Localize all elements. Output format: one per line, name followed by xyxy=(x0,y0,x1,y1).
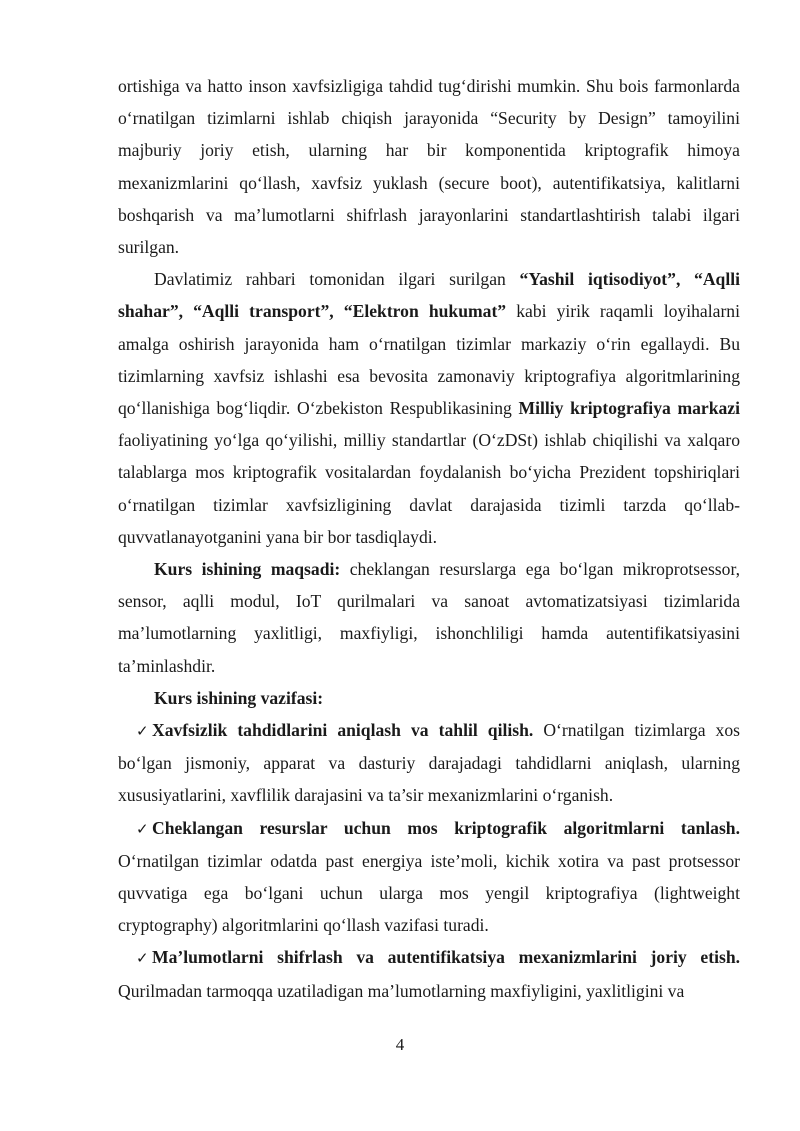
task-title: Xavfsizlik tahdidlarini aniqlash va tahlil qilish. xyxy=(152,720,534,741)
task-title: Ma’lumotlarni shifrlash va autentifikatsiya mexanizmlarini joriy etish. xyxy=(152,947,740,968)
goal-text: cheklangan resurslarga ega bo‘lgan mikroprotsessor, sensor, aqlli modul, IoT qurilmalari va sanoat avtomatizatsiyasi tizimlarida ma’lumotlarning yaxlitligi, maxfiyligi, ishonchliligi hamda autentifikatsiyasini ta’minlashdir. xyxy=(118,559,740,676)
checkmark-icon: ✓ xyxy=(136,722,149,741)
paragraph-text: faoliyatining yo‘lga qo‘yilishi, milliy standartlar (O‘zDSt) ishlab chiqilishi va xalqaro talablarga mos kriptografik vositalardan foydalanish bo‘yicha Prezident topshiriqlari o‘rnatilgan tizimlar xavfsizligining davlat darajasida tizimli tarzda qo‘llab-quvvatlanayotganini yana bir bor tasdiqlaydi. xyxy=(118,430,740,547)
goal-heading: Kurs ishining maqsadi: xyxy=(154,559,341,580)
paragraph-text: Davlatimiz rahbari tomonidan ilgari surilgan xyxy=(154,269,520,290)
task-title: Cheklangan resurslar uchun mos kriptografik algoritmlarni tanlash. xyxy=(152,817,740,838)
task-item xyxy=(118,941,740,1006)
paragraph-projects xyxy=(118,263,740,553)
tasks-heading: Kurs ishining vazifasi: xyxy=(154,687,324,708)
task-item xyxy=(118,714,740,812)
paragraph-continuation: ortishiga va hatto inson xavfsizligiga tahdid tug‘dirishi mumkin. Shu bois farmonlarda o‘rnatilgan tizimlarni ishlab chiqish jarayonida “Security by Design” tamoyilini majburiy joriy etish, ularning har bir komponentida kriptografik himoya mexanizmlarini qo‘llash, xavfsiz yuklash (secure boot), autentifikatsiya, kalitlarni boshqarish va ma’lumotlarni shifrlash jarayonlarini standartlashtirish talabi ilgari surilgan. xyxy=(118,76,740,258)
paragraph-goal xyxy=(118,553,740,682)
task-text: O‘rnatilgan tizimlar odatda past energiya iste’moli, kichik xotira va past protsessor quvvatiga ega bo‘lgani uchun ularga mos yengil kriptografiya (lightweight cryptography) algoritmlarini qo‘llash vazifasi turadi. xyxy=(118,850,740,936)
bold-projects-list: “Yashil iqtisodiyot”, “Aqlli shahar”, “Aqlli transport”, “Elektron hukumat” xyxy=(118,269,740,322)
page-number: 4 xyxy=(395,1035,405,1054)
bold-crypto-center: Milliy kriptografiya markazi xyxy=(518,398,740,419)
checkmark-icon: ✓ xyxy=(136,819,149,838)
paragraph-text: kabi yirik raqamli loyihalarni amalga oshirish jarayonida ham o‘rnatilgan tizimlar markaziy o‘rin egallaydi. Bu tizimlarning xavfsiz ishlashi esa bevosita zamonaviy kriptografiya algoritmlarining qo‘llanishiga bog‘liqdir. O‘zbekiston Respublikasining xyxy=(118,301,740,419)
page-body xyxy=(118,70,740,1007)
task-text: O‘rnatilgan tizimlarga xos bo‘lgan jismoniy, apparat va dasturiy darajadagi tahdidlarni aniqlash, ularning xususiyatlarini, xavflilik darajasini va ta’sir mexanizmlarini o‘rganish. xyxy=(118,720,741,806)
task-item xyxy=(118,812,740,942)
task-text: Qurilmadan tarmoqqa uzatiladigan ma’lumotlarning maxfiyligini, yaxlitligini va xyxy=(118,980,685,1001)
checkmark-icon: ✓ xyxy=(136,949,149,968)
